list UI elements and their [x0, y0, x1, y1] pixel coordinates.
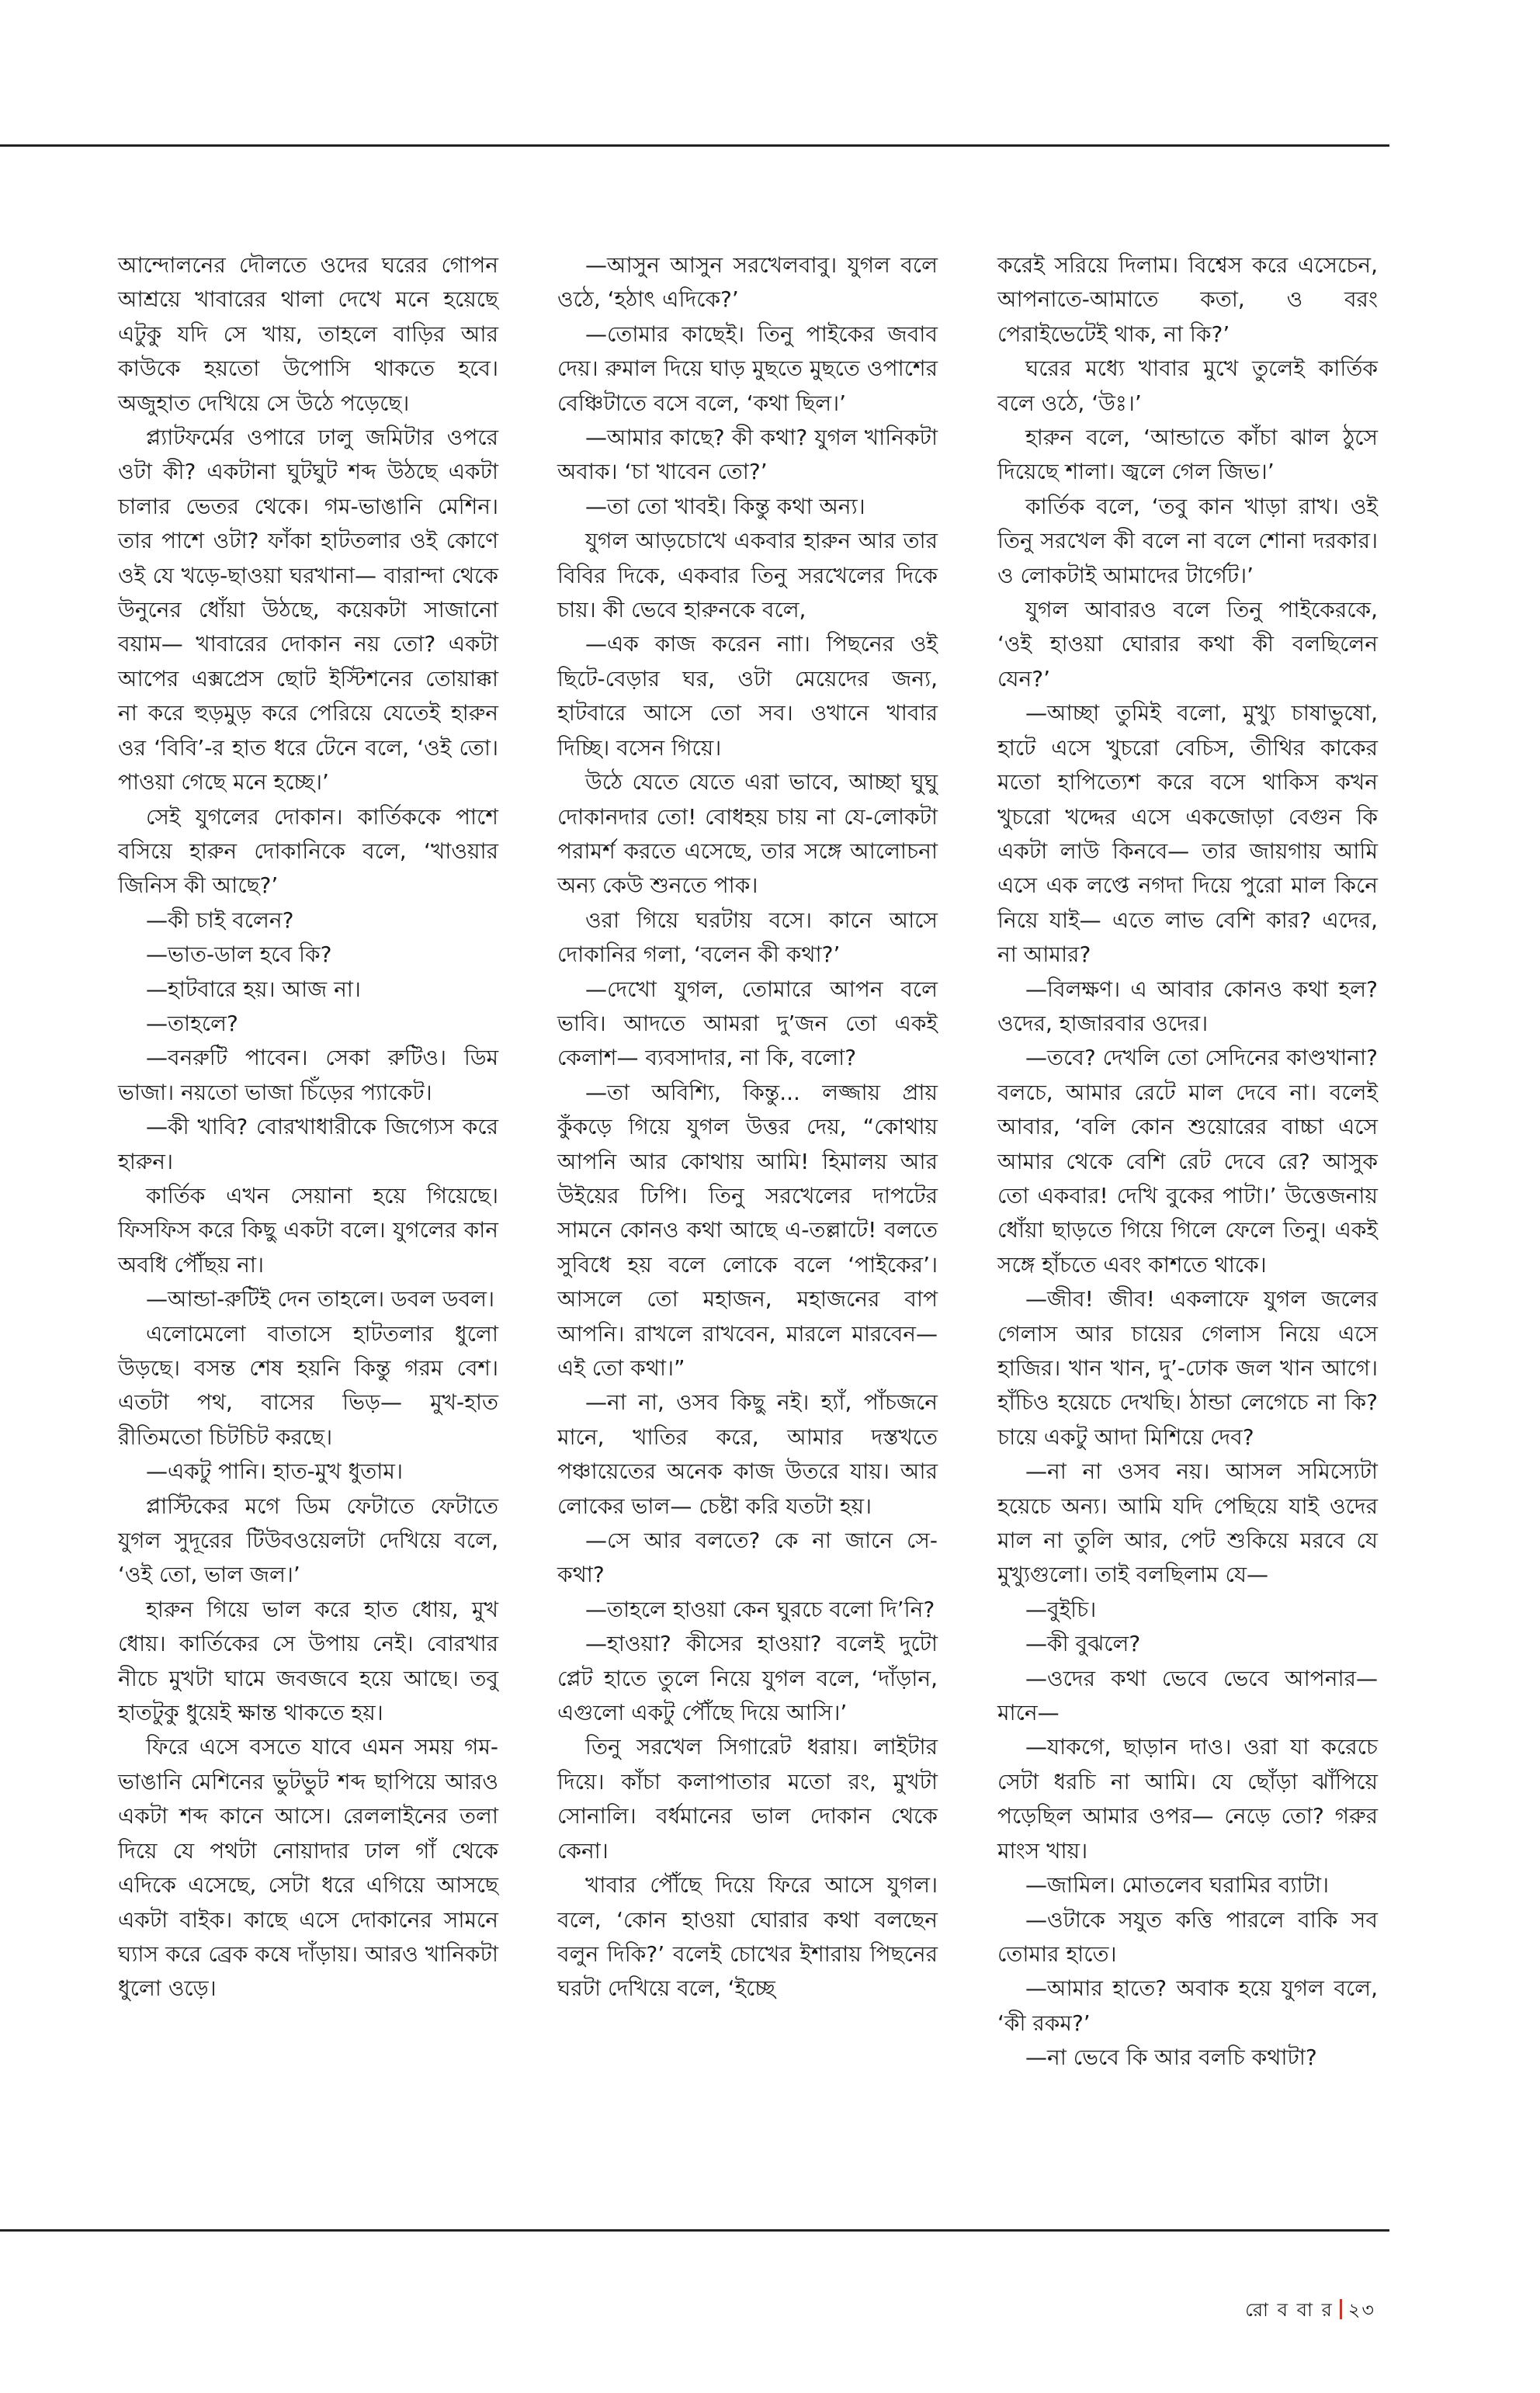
paragraph: —জামিল। মোতলেব ঘরামির ব্যাটা। — [1025, 1872, 1330, 1899]
page-footer — [1245, 2296, 1375, 2327]
paragraph: —এক কাজ করেন নাা। পিছনের ওই ছিটে-বেড়ার ঘর, ওটা মেয়েদের জন্য, হাটবারে আসে তো সব। ওখানে খাবার দিচ্ছি। বসেন গিয়ে। — [557, 631, 938, 761]
paragraph: যুগল আড়চোখে একবার হারুন আর তার বিবির দিকে, একবার তিনু সরখেলের দিকে চায়। কী ভেবে হারুনকে বলে, — [557, 528, 938, 623]
paragraph: যুগল আবারও বলে তিনু পাইকেরকে, ‘ওই হাওয়া ঘোরার কথা কী বলছিলেন যেন?’ — [997, 597, 1378, 692]
paragraph: —আমার হাতে? অবাক হয়ে যুগল বলে, ‘কী রকম?’ — [997, 1975, 1378, 2036]
paragraph: —তবে? দেখলি তো সেদিনের কাণ্ডখানা? বলচে, আমার রেটে মাল দেবে না। বলেই আবার, ‘বলি কোন শুয়োরের বাচ্চা এসে আমার থেকে বেশি রেট দেবে রে? আসুক তো একবার! দেখি বুকের পাটা।’ উত্তেজনায় ধোঁয়া ছাড়তে গিয়ে গিলে ফেলে তিনু। একই সঙ্গে হাঁচতে এবং কাশতে থাকে। — [997, 1045, 1378, 1278]
paragraph: —না না, ওসব কিছু নই। হ্যাঁ, পাঁচজনে মানে, খাতির করে, আমার দস্তখতে পঞ্চায়েতের অনেক কাজ উতরে যায়। আর লোকের ভাল— চেষ্টা করি যতটা হয়। — [557, 1389, 938, 1519]
paragraph: —হাওয়া? কীসের হাওয়া? বলেই দুটো প্লেট হাতে তুলে নিয়ে যুগল বলে, ‘দাঁড়ান, এগুলো একটু পৌঁছে দিয়ে আসি।’ — [557, 1631, 938, 1726]
paragraph: —আচ্ছা তুমিই বলো, মুখ্যু চাষাভুষো, হাটে এসে খুচরো বেচিস, তীথির কাকের মতো হাপিত্যেশ করে বসে থাকিস কখন খুচরো খদ্দের এসে একজোড়া বেগুন কি একটা লাউ কিনবে— তার জায়গায় আমি এসে এক লপ্তে নগদা দিয়ে পুরো মাল কিনে নিয়ে যাই— এতে লাভ বেশি কার? এদের, না আমার? — [997, 700, 1378, 968]
paragraph: —আন্ডা-রুটিই দেন তাহলে। ডবল ডবল। — [146, 1286, 495, 1313]
paragraph: করেই সরিয়ে দিলাম। বিশ্বেস করে এসেচেন, আপনাতে-আমাতে কতা, ও বরং পেরাইভেটেই থাক, না কি?’ — [997, 252, 1378, 347]
paragraph: —কী খাবি? বোরখাধারীকে জিগ্যেস করে হারুন। — [118, 1114, 498, 1174]
paragraph: ওরা গিয়ে ঘরটায় বসে। কানে আসে দোকানির গলা, ‘বলেন কী কথা?’ — [557, 907, 938, 968]
paragraph: হারুন গিয়ে ভাল করে হাত ধোয়, মুখ ধোয়। কার্তিকের সে উপায় নেই। বোরখার নীচে মুখটা ঘামে জবজবে হয়ে আছে। তবু হাতটুকু ধুয়েই ক্ষান্ত থাকতে হয়। — [118, 1596, 498, 1726]
paragraph: —হাটবারে হয়। আজ না। — [146, 976, 361, 1002]
paragraph: প্লাস্টিকের মগে ডিম ফেটাতে ফেটাতে যুগল সুদূরের টিউবওয়েলটা দেখিয়ে বলে, ‘ওই তো, ভাল জল।’ — [118, 1493, 498, 1588]
paragraph: —আমার কাছে? কী কথা? যুগল খানিকটা অবাক। ‘চা খাবেন তো?’ — [557, 425, 938, 485]
paragraph: —জীব! জীব! একলাফে যুগল জলের গেলাস আর চায়ের গেলাস নিয়ে এসে হাজির। খান খান, দু’-ঢোক জল খান আগে। হাঁচিও হয়েচে দেখছি। ঠান্ডা লেগেচে না কি? চায়ে একটু আদা মিশিয়ে দেব? — [997, 1286, 1378, 1450]
magazine-name: রো ব বা র — [1245, 2299, 1334, 2321]
page-number: ২৩ — [1348, 2299, 1375, 2321]
paragraph: হারুন বলে, ‘আন্ডাতে কাঁচা ঝাল ঠুসে দিয়েছে শালা। জ্বলে গেল জিভ।’ — [997, 425, 1378, 485]
paragraph: —না না ওসব নয়। আসল সমিস্যেটা হয়েচে অন্য। আমি যদি পেছিয়ে যাই ওদের মাল না তুলি আর, পেট শুকিয়ে মরবে যে মুখ্যুগুলো। তাই বলছিলাম যে— — [997, 1458, 1378, 1588]
paragraph: —সে আর বলতে? কে না জানে সে-কথা? — [557, 1528, 938, 1588]
paragraph: খাবার পৌঁছে দিয়ে ফিরে আসে যুগল। বলে, ‘কোন হাওয়া ঘোরার কথা বলছেন বলুন দিকি?’ বলেই চোখের ইশারায় পিছনের ঘরটা দেখিয়ে বলে, ‘ইচ্ছে — [557, 1872, 938, 2002]
paragraph: —আসুন আসুন সরখেলবাবু। যুগল বলে ওঠে, ‘হঠাৎ এদিকে?’ — [557, 252, 938, 313]
paragraph: —ওদের কথা ভেবে ভেবে আপনার— মানে— — [997, 1665, 1378, 1726]
paragraph: কার্তিক বলে, ‘তবু কান খাড়া রাখ। ওই তিনু সরখেল কী বলে না বলে শোনা দরকার। ও লোকটাই আমাদের টার্গেট।’ — [997, 493, 1378, 588]
paragraph: —যাকগে, ছাড়ান দাও। ওরা যা করেচে সেটা ধরচি না আমি। যে ছোঁড়া ঝাঁপিয়ে পড়েছিল আমার ওপর— নেড়ে তো? গরুর মাংস খায়। — [997, 1734, 1378, 1864]
text-column-1 — [118, 248, 498, 2006]
text-column-3 — [997, 248, 1378, 2076]
paragraph: —ওটাকে সযুত কত্তি পারলে বাকি সব তোমার হাতে। — [997, 1906, 1378, 1967]
paragraph: এলোমেলো বাতাসে হাটতলার ধুলো উড়ছে। বসন্ত শেষ হয়নি কিন্তু গরম বেশ। এতটা পথ, বাসের ভিড়— মুখ-হাত রীতিমতো চিটচিট করছে। — [118, 1320, 498, 1450]
paragraph: উঠে যেতে যেতে এরা ভাবে, আচ্ছা ঘুঘু দোকানদার তো! বোধহয় চায় না যে-লোকটা পরামর্শ করতে এসেছে, তার সঙ্গে আলোচনা অন্য কেউ শুনতে পাক। — [557, 769, 938, 899]
paragraph: —বনরুটি পাবেন। সেকা রুটিও। ডিম ভাজা। নয়তো ভাজা চিঁড়ের প্যাকেট। — [118, 1045, 498, 1105]
paragraph: কার্তিক এখন সেয়ানা হয়ে গিয়েছে। ফিসফিস করে কিছু একটা বলে। যুগলের কান অবধি পৌঁছয় না। — [118, 1182, 498, 1278]
top-rule — [0, 144, 1389, 147]
paragraph: —কী চাই বলেন? — [146, 907, 294, 933]
paragraph: ঘরের মধ্যে খাবার মুখে তুলেই কার্তিক বলে ওঠে, ‘উঃ।’ — [997, 355, 1378, 416]
paragraph: —বিলক্ষণ। এ আবার কোনও কথা হল? ওদের, হাজারবার ওদের। — [997, 976, 1378, 1036]
paragraph: —কী বুঝলে? — [1025, 1631, 1141, 1657]
paragraph: —একটু পানি। হাত-মুখ ধুতাম। — [146, 1458, 403, 1485]
paragraph: —বুইচি। — [1025, 1596, 1097, 1622]
paragraph: সেই যুগলের দোকান। কার্তিককে পাশে বসিয়ে হারুন দোকানিকে বলে, ‘খাওয়ার জিনিস কী আছে?’ — [118, 803, 498, 899]
text-column-2 — [557, 248, 938, 2006]
paragraph: —তাহলে হাওয়া কেন ঘুরচে বলো দি’নি? — [585, 1596, 935, 1622]
paragraph: —দেখো যুগল, তোমারে আপন বলে ভাবি। আদতে আমরা দু’জন তো একই কেলাশ— ব্যবসাদার, না কি, বলো? — [557, 976, 938, 1071]
paragraph: —না ভেবে কি আর বলচি কথাটা? — [1025, 2044, 1317, 2071]
paragraph: —তোমার কাছেই। তিনু পাইকের জবাব দেয়। রুমাল দিয়ে ঘাড় মুছতে মুছতে ওপাশের বেঞ্চিটাতে বসে বলে, ‘কথা ছিল।’ — [557, 321, 938, 416]
paragraph: —তা অবিশ্যি, কিন্তু... লজ্জায় প্রায় কুঁকড়ে গিয়ে যুগল উত্তর দেয়, “কোথায় আপনি আর কোথায় আমি! হিমালয় আর উইয়ের ঢিপি। তিনু সরখেলের দাপটের সামনে কোনও কথা আছে এ-তল্লাটে! বলতে সুবিধে হয় বলে লোকে বলে ‘পাইকের’। আসলে তো মহাজন, মহাজনের বাপ আপনি। রাখলে রাখবেন, মারলে মারবেন— এই তো কথা।” — [557, 1079, 938, 1381]
paragraph: আন্দোলনের দৌলতে ওদের ঘরের গোপন আশ্রয়ে খাবারের থালা দেখে মনে হয়েছে এটুকু যদি সে খায়, তাহলে বাড়ির আর কাউকে হয়তো উপোসি থাকতে হবে। অজুহাত দেখিয়ে সে উঠে পড়েছে। — [118, 252, 498, 416]
paragraph: তিনু সরখেল সিগারেট ধরায়। লাইটার দিয়ে। কাঁচা কলাপাতার মতো রং, মুখটা সোনালি। বর্ধমানের ভাল দোকান থেকে কেনা। — [557, 1734, 938, 1864]
paragraph: —তাহলে? — [146, 1010, 238, 1036]
paragraph: —তা তো খাবই। কিন্তু কথা অন্য। — [585, 493, 865, 519]
paragraph: —ভাত-ডাল হবে কি? — [146, 942, 332, 968]
paragraph: প্ল্যাটফর্মের ওপারে ঢালু জমিটার ওপরে ওটা কী? একটানা ঘুটঘুট শব্দ উঠছে একটা চালার ভেতর থেকে। গম-ভাঙানি মেশিন। তার পাশে ওটা? ফাঁকা হাটতলার ওই কোণে ওই যে খড়ে-ছাওয়া ঘরখানা— বারান্দা থেকে উনুনের ধোঁয়া উঠছে, কয়েকটা সাজানো বয়াম— খাবারের দোকান নয় তো? একটা আপের এক্সপ্রেস ছোট ইস্টিশনের তোয়াক্কা না করে হুড়মুড় করে পেরিয়ে যেতেই হারুন ওর ‘বিবি’-র হাত ধরে টেনে বলে, ‘ওই তো। পাওয়া গেছে মনে হচ্ছে।’ — [118, 425, 498, 796]
footer-separator — [1340, 2299, 1342, 2319]
paragraph: ফিরে এসে বসতে যাবে এমন সময় গম-ভাঙানি মেশিনের ভুটভুট শব্দ ছাপিয়ে আরও একটা শব্দ কানে আসে। রেললাইনের তলা দিয়ে যে পথটা নোয়াদার ঢাল গাঁ থেকে এদিকে এসেছে, সেটা ধরে এগিয়ে আসছে একটা বাইক। কাছে এসে দোকানের সামনে ঘ্যাস করে ব্রেক কষে দাঁড়ায়। আরও খানিকটা ধুলো ওড়ে। — [118, 1734, 498, 2002]
bottom-rule — [0, 2229, 1389, 2232]
